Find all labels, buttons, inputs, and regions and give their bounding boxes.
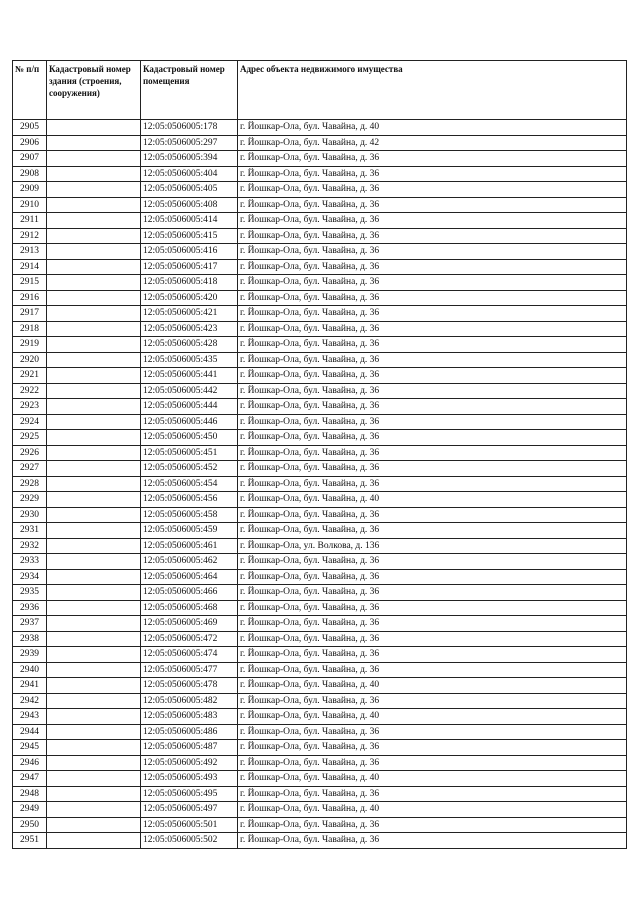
row-number: 2911: [13, 213, 47, 229]
building-cadastral-cell: [47, 631, 141, 647]
table-row: [13, 306, 627, 322]
building-cadastral-cell: [47, 662, 141, 678]
address-cell: г. Йошкар-Ола, бул. Чавайна, д. 40: [238, 120, 627, 136]
address-cell: г. Йошкар-Ола, бул. Чавайна, д. 36: [238, 259, 627, 275]
table-row: [13, 321, 627, 337]
building-cadastral-cell: [47, 802, 141, 818]
row-number: 2940: [13, 662, 47, 678]
room-cadastral-cell: 12:05:0506005:462: [141, 554, 238, 570]
building-cadastral-cell: [47, 445, 141, 461]
table-row: [13, 709, 627, 725]
building-cadastral-cell: [47, 538, 141, 554]
row-number: 2938: [13, 631, 47, 647]
table-row: [13, 616, 627, 632]
address-cell: г. Йошкар-Ола, ул. Волкова, д. 136: [238, 538, 627, 554]
table-row: [13, 461, 627, 477]
building-cadastral-cell: [47, 213, 141, 229]
room-cadastral-cell: 12:05:0506005:464: [141, 569, 238, 585]
table-row: [13, 430, 627, 446]
address-cell: г. Йошкар-Ола, бул. Чавайна, д. 40: [238, 678, 627, 694]
building-cadastral-cell: [47, 166, 141, 182]
table-row: [13, 554, 627, 570]
table-header-row: [13, 61, 627, 120]
building-cadastral-cell: [47, 693, 141, 709]
building-cadastral-cell: [47, 461, 141, 477]
header-building-cadastral: Кадастровый номер здания (строения, сооружения): [47, 61, 141, 120]
building-cadastral-cell: [47, 275, 141, 291]
address-cell: г. Йошкар-Ола, бул. Чавайна, д. 36: [238, 337, 627, 353]
address-cell: г. Йошкар-Ола, бул. Чавайна, д. 42: [238, 135, 627, 151]
row-number: 2906: [13, 135, 47, 151]
room-cadastral-cell: 12:05:0506005:416: [141, 244, 238, 260]
building-cadastral-cell: [47, 724, 141, 740]
building-cadastral-cell: [47, 290, 141, 306]
table-row: [13, 538, 627, 554]
room-cadastral-cell: 12:05:0506005:452: [141, 461, 238, 477]
row-number: 2908: [13, 166, 47, 182]
row-number: 2925: [13, 430, 47, 446]
address-cell: г. Йошкар-Ола, бул. Чавайна, д. 36: [238, 182, 627, 198]
building-cadastral-cell: [47, 709, 141, 725]
table-row: [13, 693, 627, 709]
room-cadastral-cell: 12:05:0506005:405: [141, 182, 238, 198]
table-body: [13, 120, 627, 849]
building-cadastral-cell: [47, 120, 141, 136]
room-cadastral-cell: 12:05:0506005:408: [141, 197, 238, 213]
address-cell: г. Йошкар-Ола, бул. Чавайна, д. 36: [238, 476, 627, 492]
building-cadastral-cell: [47, 678, 141, 694]
table-row: [13, 724, 627, 740]
building-cadastral-cell: [47, 833, 141, 849]
row-number: 2927: [13, 461, 47, 477]
room-cadastral-cell: 12:05:0506005:428: [141, 337, 238, 353]
room-cadastral-cell: 12:05:0506005:495: [141, 786, 238, 802]
address-cell: г. Йошкар-Ола, бул. Чавайна, д. 36: [238, 461, 627, 477]
row-number: 2920: [13, 352, 47, 368]
table-row: [13, 833, 627, 849]
room-cadastral-cell: 12:05:0506005:178: [141, 120, 238, 136]
address-cell: г. Йошкар-Ола, бул. Чавайна, д. 36: [238, 383, 627, 399]
room-cadastral-cell: 12:05:0506005:414: [141, 213, 238, 229]
room-cadastral-cell: 12:05:0506005:458: [141, 507, 238, 523]
address-cell: г. Йошкар-Ола, бул. Чавайна, д. 36: [238, 368, 627, 384]
table-row: [13, 228, 627, 244]
row-number: 2912: [13, 228, 47, 244]
room-cadastral-cell: 12:05:0506005:450: [141, 430, 238, 446]
row-number: 2910: [13, 197, 47, 213]
row-number: 2922: [13, 383, 47, 399]
address-cell: г. Йошкар-Ола, бул. Чавайна, д. 40: [238, 802, 627, 818]
table-row: [13, 368, 627, 384]
table-row: [13, 197, 627, 213]
room-cadastral-cell: 12:05:0506005:451: [141, 445, 238, 461]
room-cadastral-cell: 12:05:0506005:468: [141, 600, 238, 616]
building-cadastral-cell: [47, 399, 141, 415]
room-cadastral-cell: 12:05:0506005:421: [141, 306, 238, 322]
address-cell: г. Йошкар-Ола, бул. Чавайна, д. 36: [238, 724, 627, 740]
table-row: [13, 135, 627, 151]
table-row: [13, 771, 627, 787]
table-row: [13, 740, 627, 756]
address-cell: г. Йошкар-Ола, бул. Чавайна, д. 40: [238, 709, 627, 725]
address-cell: г. Йошкар-Ола, бул. Чавайна, д. 36: [238, 352, 627, 368]
building-cadastral-cell: [47, 306, 141, 322]
building-cadastral-cell: [47, 151, 141, 167]
table-row: [13, 507, 627, 523]
address-cell: г. Йошкар-Ола, бул. Чавайна, д. 40: [238, 771, 627, 787]
building-cadastral-cell: [47, 600, 141, 616]
address-cell: г. Йошкар-Ола, бул. Чавайна, д. 36: [238, 166, 627, 182]
address-cell: г. Йошкар-Ола, бул. Чавайна, д. 36: [238, 244, 627, 260]
row-number: 2933: [13, 554, 47, 570]
table-row: [13, 275, 627, 291]
property-table: [12, 60, 627, 849]
building-cadastral-cell: [47, 554, 141, 570]
address-cell: г. Йошкар-Ола, бул. Чавайна, д. 36: [238, 569, 627, 585]
row-number: 2926: [13, 445, 47, 461]
room-cadastral-cell: 12:05:0506005:474: [141, 647, 238, 663]
building-cadastral-cell: [47, 352, 141, 368]
building-cadastral-cell: [47, 383, 141, 399]
address-cell: г. Йошкар-Ола, бул. Чавайна, д. 36: [238, 600, 627, 616]
address-cell: г. Йошкар-Ола, бул. Чавайна, д. 36: [238, 430, 627, 446]
row-number: 2942: [13, 693, 47, 709]
row-number: 2909: [13, 182, 47, 198]
building-cadastral-cell: [47, 786, 141, 802]
room-cadastral-cell: 12:05:0506005:454: [141, 476, 238, 492]
address-cell: г. Йошкар-Ола, бул. Чавайна, д. 36: [238, 755, 627, 771]
table-row: [13, 166, 627, 182]
row-number: 2937: [13, 616, 47, 632]
address-cell: г. Йошкар-Ола, бул. Чавайна, д. 36: [238, 290, 627, 306]
row-number: 2918: [13, 321, 47, 337]
row-number: 2941: [13, 678, 47, 694]
row-number: 2924: [13, 414, 47, 430]
table-row: [13, 259, 627, 275]
address-cell: г. Йошкар-Ола, бул. Чавайна, д. 36: [238, 662, 627, 678]
room-cadastral-cell: 12:05:0506005:501: [141, 817, 238, 833]
building-cadastral-cell: [47, 259, 141, 275]
row-number: 2948: [13, 786, 47, 802]
room-cadastral-cell: 12:05:0506005:469: [141, 616, 238, 632]
row-number: 2917: [13, 306, 47, 322]
room-cadastral-cell: 12:05:0506005:446: [141, 414, 238, 430]
address-cell: г. Йошкар-Ола, бул. Чавайна, д. 36: [238, 445, 627, 461]
building-cadastral-cell: [47, 616, 141, 632]
room-cadastral-cell: 12:05:0506005:461: [141, 538, 238, 554]
table-row: [13, 213, 627, 229]
room-cadastral-cell: 12:05:0506005:466: [141, 585, 238, 601]
address-cell: г. Йошкар-Ола, бул. Чавайна, д. 36: [238, 228, 627, 244]
address-cell: г. Йошкар-Ола, бул. Чавайна, д. 36: [238, 275, 627, 291]
table-row: [13, 151, 627, 167]
room-cadastral-cell: 12:05:0506005:404: [141, 166, 238, 182]
table-row: [13, 631, 627, 647]
address-cell: г. Йошкар-Ола, бул. Чавайна, д. 36: [238, 197, 627, 213]
address-cell: г. Йошкар-Ола, бул. Чавайна, д. 36: [238, 616, 627, 632]
row-number: 2931: [13, 523, 47, 539]
header-address: Адрес объекта недвижимого имущества: [238, 61, 627, 120]
row-number: 2913: [13, 244, 47, 260]
room-cadastral-cell: 12:05:0506005:423: [141, 321, 238, 337]
room-cadastral-cell: 12:05:0506005:486: [141, 724, 238, 740]
row-number: 2934: [13, 569, 47, 585]
table-row: [13, 445, 627, 461]
room-cadastral-cell: 12:05:0506005:487: [141, 740, 238, 756]
room-cadastral-cell: 12:05:0506005:472: [141, 631, 238, 647]
address-cell: г. Йошкар-Ола, бул. Чавайна, д. 36: [238, 817, 627, 833]
room-cadastral-cell: 12:05:0506005:477: [141, 662, 238, 678]
building-cadastral-cell: [47, 755, 141, 771]
row-number: 2921: [13, 368, 47, 384]
room-cadastral-cell: 12:05:0506005:478: [141, 678, 238, 694]
building-cadastral-cell: [47, 740, 141, 756]
room-cadastral-cell: 12:05:0506005:442: [141, 383, 238, 399]
room-cadastral-cell: 12:05:0506005:493: [141, 771, 238, 787]
room-cadastral-cell: 12:05:0506005:456: [141, 492, 238, 508]
building-cadastral-cell: [47, 321, 141, 337]
row-number: 2939: [13, 647, 47, 663]
row-number: 2905: [13, 120, 47, 136]
table-row: [13, 290, 627, 306]
room-cadastral-cell: 12:05:0506005:483: [141, 709, 238, 725]
address-cell: г. Йошкар-Ола, бул. Чавайна, д. 36: [238, 507, 627, 523]
table-row: [13, 352, 627, 368]
row-number: 2946: [13, 755, 47, 771]
building-cadastral-cell: [47, 647, 141, 663]
address-cell: г. Йошкар-Ола, бул. Чавайна, д. 36: [238, 585, 627, 601]
row-number: 2950: [13, 817, 47, 833]
building-cadastral-cell: [47, 135, 141, 151]
row-number: 2919: [13, 337, 47, 353]
building-cadastral-cell: [47, 771, 141, 787]
building-cadastral-cell: [47, 476, 141, 492]
building-cadastral-cell: [47, 414, 141, 430]
room-cadastral-cell: 12:05:0506005:441: [141, 368, 238, 384]
row-number: 2936: [13, 600, 47, 616]
building-cadastral-cell: [47, 507, 141, 523]
address-cell: г. Йошкар-Ола, бул. Чавайна, д. 36: [238, 399, 627, 415]
building-cadastral-cell: [47, 368, 141, 384]
row-number: 2949: [13, 802, 47, 818]
room-cadastral-cell: 12:05:0506005:492: [141, 755, 238, 771]
row-number: 2915: [13, 275, 47, 291]
row-number: 2935: [13, 585, 47, 601]
table-row: [13, 337, 627, 353]
address-cell: г. Йошкар-Ола, бул. Чавайна, д. 36: [238, 523, 627, 539]
address-cell: г. Йошкар-Ола, бул. Чавайна, д. 36: [238, 693, 627, 709]
table-row: [13, 802, 627, 818]
room-cadastral-cell: 12:05:0506005:417: [141, 259, 238, 275]
table-row: [13, 569, 627, 585]
row-number: 2907: [13, 151, 47, 167]
building-cadastral-cell: [47, 182, 141, 198]
row-number: 2923: [13, 399, 47, 415]
table-row: [13, 600, 627, 616]
table-row: [13, 492, 627, 508]
table-row: [13, 523, 627, 539]
row-number: 2914: [13, 259, 47, 275]
address-cell: г. Йошкар-Ола, бул. Чавайна, д. 36: [238, 306, 627, 322]
row-number: 2945: [13, 740, 47, 756]
table-row: [13, 120, 627, 136]
building-cadastral-cell: [47, 244, 141, 260]
building-cadastral-cell: [47, 569, 141, 585]
room-cadastral-cell: 12:05:0506005:459: [141, 523, 238, 539]
address-cell: г. Йошкар-Ола, бул. Чавайна, д. 36: [238, 213, 627, 229]
address-cell: г. Йошкар-Ола, бул. Чавайна, д. 36: [238, 321, 627, 337]
header-number: № п/п: [13, 61, 47, 120]
building-cadastral-cell: [47, 492, 141, 508]
table-row: [13, 585, 627, 601]
building-cadastral-cell: [47, 585, 141, 601]
room-cadastral-cell: 12:05:0506005:497: [141, 802, 238, 818]
address-cell: г. Йошкар-Ола, бул. Чавайна, д. 36: [238, 554, 627, 570]
row-number: 2932: [13, 538, 47, 554]
room-cadastral-cell: 12:05:0506005:297: [141, 135, 238, 151]
room-cadastral-cell: 12:05:0506005:502: [141, 833, 238, 849]
table-row: [13, 182, 627, 198]
table-row: [13, 414, 627, 430]
address-cell: г. Йошкар-Ола, бул. Чавайна, д. 36: [238, 414, 627, 430]
row-number: 2944: [13, 724, 47, 740]
building-cadastral-cell: [47, 337, 141, 353]
table-row: [13, 662, 627, 678]
address-cell: г. Йошкар-Ола, бул. Чавайна, д. 36: [238, 786, 627, 802]
room-cadastral-cell: 12:05:0506005:420: [141, 290, 238, 306]
row-number: 2947: [13, 771, 47, 787]
room-cadastral-cell: 12:05:0506005:482: [141, 693, 238, 709]
row-number: 2929: [13, 492, 47, 508]
room-cadastral-cell: 12:05:0506005:435: [141, 352, 238, 368]
header-room-cadastral: Кадастровый номер помещения: [141, 61, 238, 120]
address-cell: г. Йошкар-Ола, бул. Чавайна, д. 36: [238, 151, 627, 167]
address-cell: г. Йошкар-Ола, бул. Чавайна, д. 36: [238, 631, 627, 647]
table-row: [13, 244, 627, 260]
room-cadastral-cell: 12:05:0506005:444: [141, 399, 238, 415]
row-number: 2951: [13, 833, 47, 849]
table-row: [13, 647, 627, 663]
row-number: 2930: [13, 507, 47, 523]
building-cadastral-cell: [47, 430, 141, 446]
room-cadastral-cell: 12:05:0506005:415: [141, 228, 238, 244]
room-cadastral-cell: 12:05:0506005:418: [141, 275, 238, 291]
table-row: [13, 786, 627, 802]
room-cadastral-cell: 12:05:0506005:394: [141, 151, 238, 167]
address-cell: г. Йошкар-Ола, бул. Чавайна, д. 36: [238, 647, 627, 663]
building-cadastral-cell: [47, 523, 141, 539]
table-row: [13, 755, 627, 771]
table-row: [13, 476, 627, 492]
address-cell: г. Йошкар-Ола, бул. Чавайна, д. 40: [238, 492, 627, 508]
address-cell: г. Йошкар-Ола, бул. Чавайна, д. 36: [238, 833, 627, 849]
building-cadastral-cell: [47, 817, 141, 833]
row-number: 2916: [13, 290, 47, 306]
row-number: 2928: [13, 476, 47, 492]
building-cadastral-cell: [47, 228, 141, 244]
table-row: [13, 399, 627, 415]
row-number: 2943: [13, 709, 47, 725]
table-row: [13, 678, 627, 694]
address-cell: г. Йошкар-Ола, бул. Чавайна, д. 36: [238, 740, 627, 756]
table-row: [13, 383, 627, 399]
building-cadastral-cell: [47, 197, 141, 213]
table-row: [13, 817, 627, 833]
